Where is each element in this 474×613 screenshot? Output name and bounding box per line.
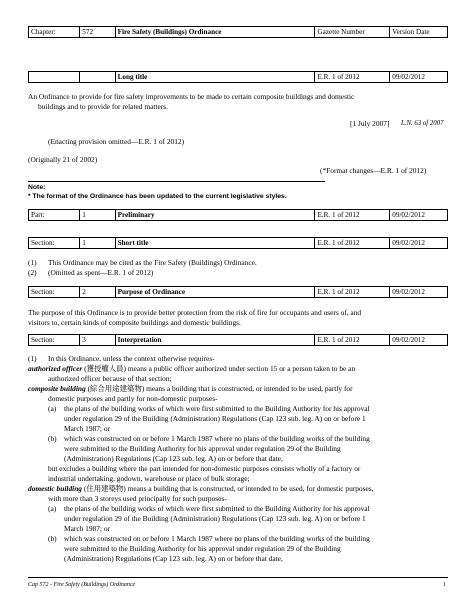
item-text: (Administration) Regulations (Cap 123 sub. leg. A) on or before that date, [64, 454, 283, 463]
gazette-number-label: Gazette Number [315, 27, 390, 38]
item-text: the plans of the building works of which were first submitted to the Building Authority for his approval [64, 504, 370, 513]
part-label: Part: [29, 210, 80, 221]
version-date-label: Version Date [390, 27, 448, 38]
section3-intro: In this Ordinance, unless the context otherwise requires- [48, 354, 215, 363]
definition-domestic-building [28, 484, 374, 493]
note-text: * The format of the Ordinance has been updated to the current legislative styles. [28, 193, 287, 200]
section-label: Section: [29, 238, 80, 249]
definition-chinese: (綜合用途建築物) [87, 384, 145, 393]
item-text: (Administration) Regulations (Cap 123 sub. leg. A) on or before that date, [64, 554, 283, 563]
note-divider [28, 181, 325, 182]
definition-term: composite building [28, 384, 86, 393]
item-text: which was constructed on or before 1 March 1987 where no plans of the building works of the building [64, 434, 370, 443]
empty-cell [80, 72, 115, 83]
chapter-label: Chapter: [29, 27, 80, 38]
long-title-heading: Long title [115, 72, 315, 83]
definition-chinese: (住用建築物) [83, 484, 126, 493]
section1-item-text: (Omitted as spent—E.R. 1 of 2012) [48, 268, 154, 277]
section-date: 09/02/2012 [390, 335, 448, 346]
part-date: 09/02/2012 [390, 210, 448, 221]
item-marker: (a) [48, 504, 57, 513]
section-gazette: E.R. 1 of 2012 [315, 287, 390, 298]
definition-text: means a building that is constructed, or intended to be used, partly for [146, 384, 353, 393]
section-gazette: E.R. 1 of 2012 [315, 335, 390, 346]
chapter-number: 572 [80, 27, 115, 38]
definition-chinese: (獲授權人員) [84, 364, 127, 373]
part-header-table [28, 209, 448, 221]
item-marker: (b) [48, 534, 57, 543]
definition-term: domestic building [28, 484, 82, 493]
part-number: 1 [80, 210, 115, 221]
item-text: were submitted to the Building Authority for his approval under regulation 29 of the Building [64, 544, 341, 553]
long-title-gazette: E.R. 1 of 2012 [315, 72, 390, 83]
long-title-text-line1: An Ordinance to provide for fire safety improvements to be made to certain composite buildings and domestic [28, 92, 355, 101]
page-number: 1 [443, 582, 446, 588]
empty-cell [29, 72, 80, 83]
item-text: were submitted to the Building Authority for his approval under regulation 29 of the Building [64, 444, 341, 453]
definition-text: means a building that is constructed, or intended to be used, for domestic purposes, [127, 484, 374, 493]
chapter-title: Fire Safety (Buildings) Ordinance [115, 27, 315, 38]
chapter-header-table [28, 26, 448, 38]
definition-text-cont: domestic purposes and partly for non-domestic purposes- [48, 394, 218, 403]
section-title: Purpose of Ordinance [115, 287, 315, 298]
section-label: Section: [29, 287, 80, 298]
section3-header-table [28, 334, 448, 346]
section-date: 09/02/2012 [390, 238, 448, 249]
section2-header-table [28, 286, 448, 298]
section2-text-line1: The purpose of this Ordinance is to provide better protection from the risk of fire for occupants and users of, and [28, 308, 362, 317]
footer-divider [28, 577, 448, 578]
section1-header-table [28, 237, 448, 249]
section-title: Interpretation [115, 335, 315, 346]
section2-text-line2: visitors to, certain kinds of composite buildings and domestic buildings. [28, 318, 241, 327]
exclusion-text-cont: industrial undertaking, godown, warehouse or place of bulk storage; [48, 474, 250, 483]
item-text: under regulation 29 of the Building (Administration) Regulations (Cap 123 sub. leg. A) on or before 1 [64, 414, 366, 423]
enacting-provision: (Enacting provision omitted—E.R. 1 of 2012) [48, 137, 185, 146]
definition-text-cont: with more than 3 storeys used principally for such purposes- [48, 494, 227, 503]
section3-intro-num: (1) [28, 354, 37, 363]
long-title-header-table [28, 71, 448, 83]
section1-item-num: (2) [28, 268, 37, 277]
note-label: Note: [28, 184, 46, 191]
definition-text-cont: authorized officer because of that section; [48, 374, 172, 383]
item-text: which was constructed on or before 1 March 1987 where no plans of the building works of the building [64, 534, 370, 543]
definition-text: means a public officer authorized under section 15 or a person taken to be an [127, 364, 356, 373]
part-title: Preliminary [115, 210, 315, 221]
section-title: Short title [115, 238, 315, 249]
definition-term: authorized officer [28, 364, 83, 373]
item-text: the plans of the building works of which were first submitted to the Building Authority for his approval [64, 404, 370, 413]
item-text: March 1987; or [64, 524, 110, 533]
item-text: March 1987; or [64, 424, 110, 433]
exclusion-text: but excludes a building where the part intended for non-domestic purposes consists wholly of a factory or [48, 464, 361, 473]
definition-authorized-officer [28, 364, 355, 373]
item-marker: (b) [48, 434, 57, 443]
commencement-date: [1 July 2007] [350, 119, 390, 128]
commencement-legal-notice: L.N. 63 of 2007 [401, 119, 444, 127]
long-title-date: 09/02/2012 [390, 72, 448, 83]
footer-title: Cap 572 - Fire Safety (Buildings) Ordinance [28, 582, 136, 588]
definition-composite-building [28, 384, 353, 393]
section1-item-num: (1) [28, 258, 37, 267]
section1-item-text: This Ordinance may be cited as the Fire Safety (Buildings) Ordinance. [48, 258, 257, 267]
format-changes-note: (*Format changes—E.R. 1 of 2012) [320, 166, 427, 175]
item-text: under regulation 29 of the Building (Administration) Regulations (Cap 123 sub. leg. A) on or before 1 [64, 514, 366, 523]
section-label: Section: [29, 335, 80, 346]
section-number: 3 [80, 335, 115, 346]
section-number: 1 [80, 238, 115, 249]
long-title-text-line2: buildings and to provide for related matters. [38, 102, 168, 111]
section-number: 2 [80, 287, 115, 298]
part-gazette: E.R. 1 of 2012 [315, 210, 390, 221]
originally-note: (Originally 21 of 2002) [28, 155, 98, 164]
section-date: 09/02/2012 [390, 287, 448, 298]
item-marker: (a) [48, 404, 57, 413]
section-gazette: E.R. 1 of 2012 [315, 238, 390, 249]
